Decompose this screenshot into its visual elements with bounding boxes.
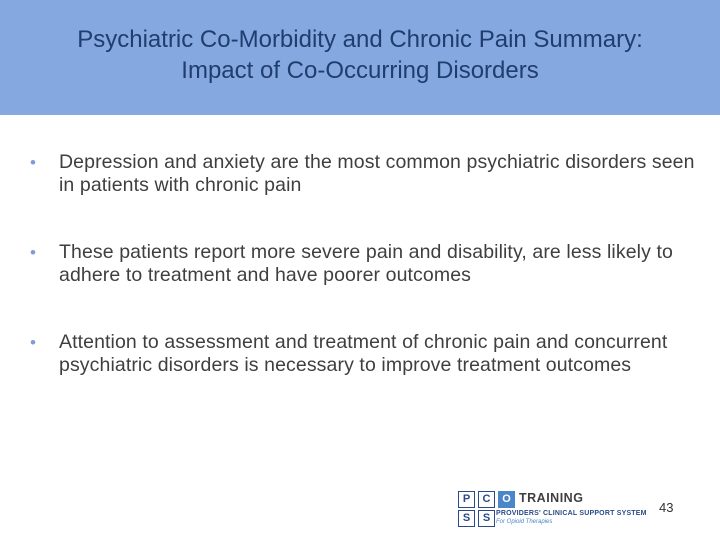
logo-subtitle: For Opioid Therapies xyxy=(496,519,553,525)
logo-system-name: PROVIDERS' CLINICAL SUPPORT SYSTEM xyxy=(496,510,647,517)
title-line-2: Impact of Co-Occurring Disorders xyxy=(181,56,539,84)
logo-letter-s: S xyxy=(458,510,475,527)
slide-title xyxy=(77,24,643,86)
bullet-marker: • xyxy=(30,243,37,262)
title-bar xyxy=(0,0,720,115)
bullet-marker: • xyxy=(30,153,37,172)
bullet-item xyxy=(30,331,702,377)
logo-letter-s: S xyxy=(478,510,495,527)
pcss-training-logo xyxy=(456,490,646,528)
logo-letter-o: O xyxy=(498,491,515,508)
bullet-list xyxy=(30,151,702,377)
page-number: 43 xyxy=(659,500,674,515)
logo-letter-c: C xyxy=(478,491,495,508)
bullet-text: Depression and anxiety are the most common psychiatric disorders seen in patients with chronic pain xyxy=(59,151,695,196)
bullet-text: Attention to assessment and treatment of chronic pain and concurrent psychiatric disorders is necessary to improve treatment outcomes xyxy=(59,331,668,376)
bullet-text: These patients report more severe pain and disability, are less likely to adhere to treatment and have poorer outcomes xyxy=(59,241,673,286)
title-line-1: Psychiatric Co-Morbidity and Chronic Pain Summary: xyxy=(77,25,643,53)
bullet-marker: • xyxy=(30,333,37,352)
logo-letter-p: P xyxy=(458,491,475,508)
logo-training-text: TRAINING xyxy=(519,491,584,505)
bullet-item xyxy=(30,241,702,287)
bullet-item xyxy=(30,151,702,197)
